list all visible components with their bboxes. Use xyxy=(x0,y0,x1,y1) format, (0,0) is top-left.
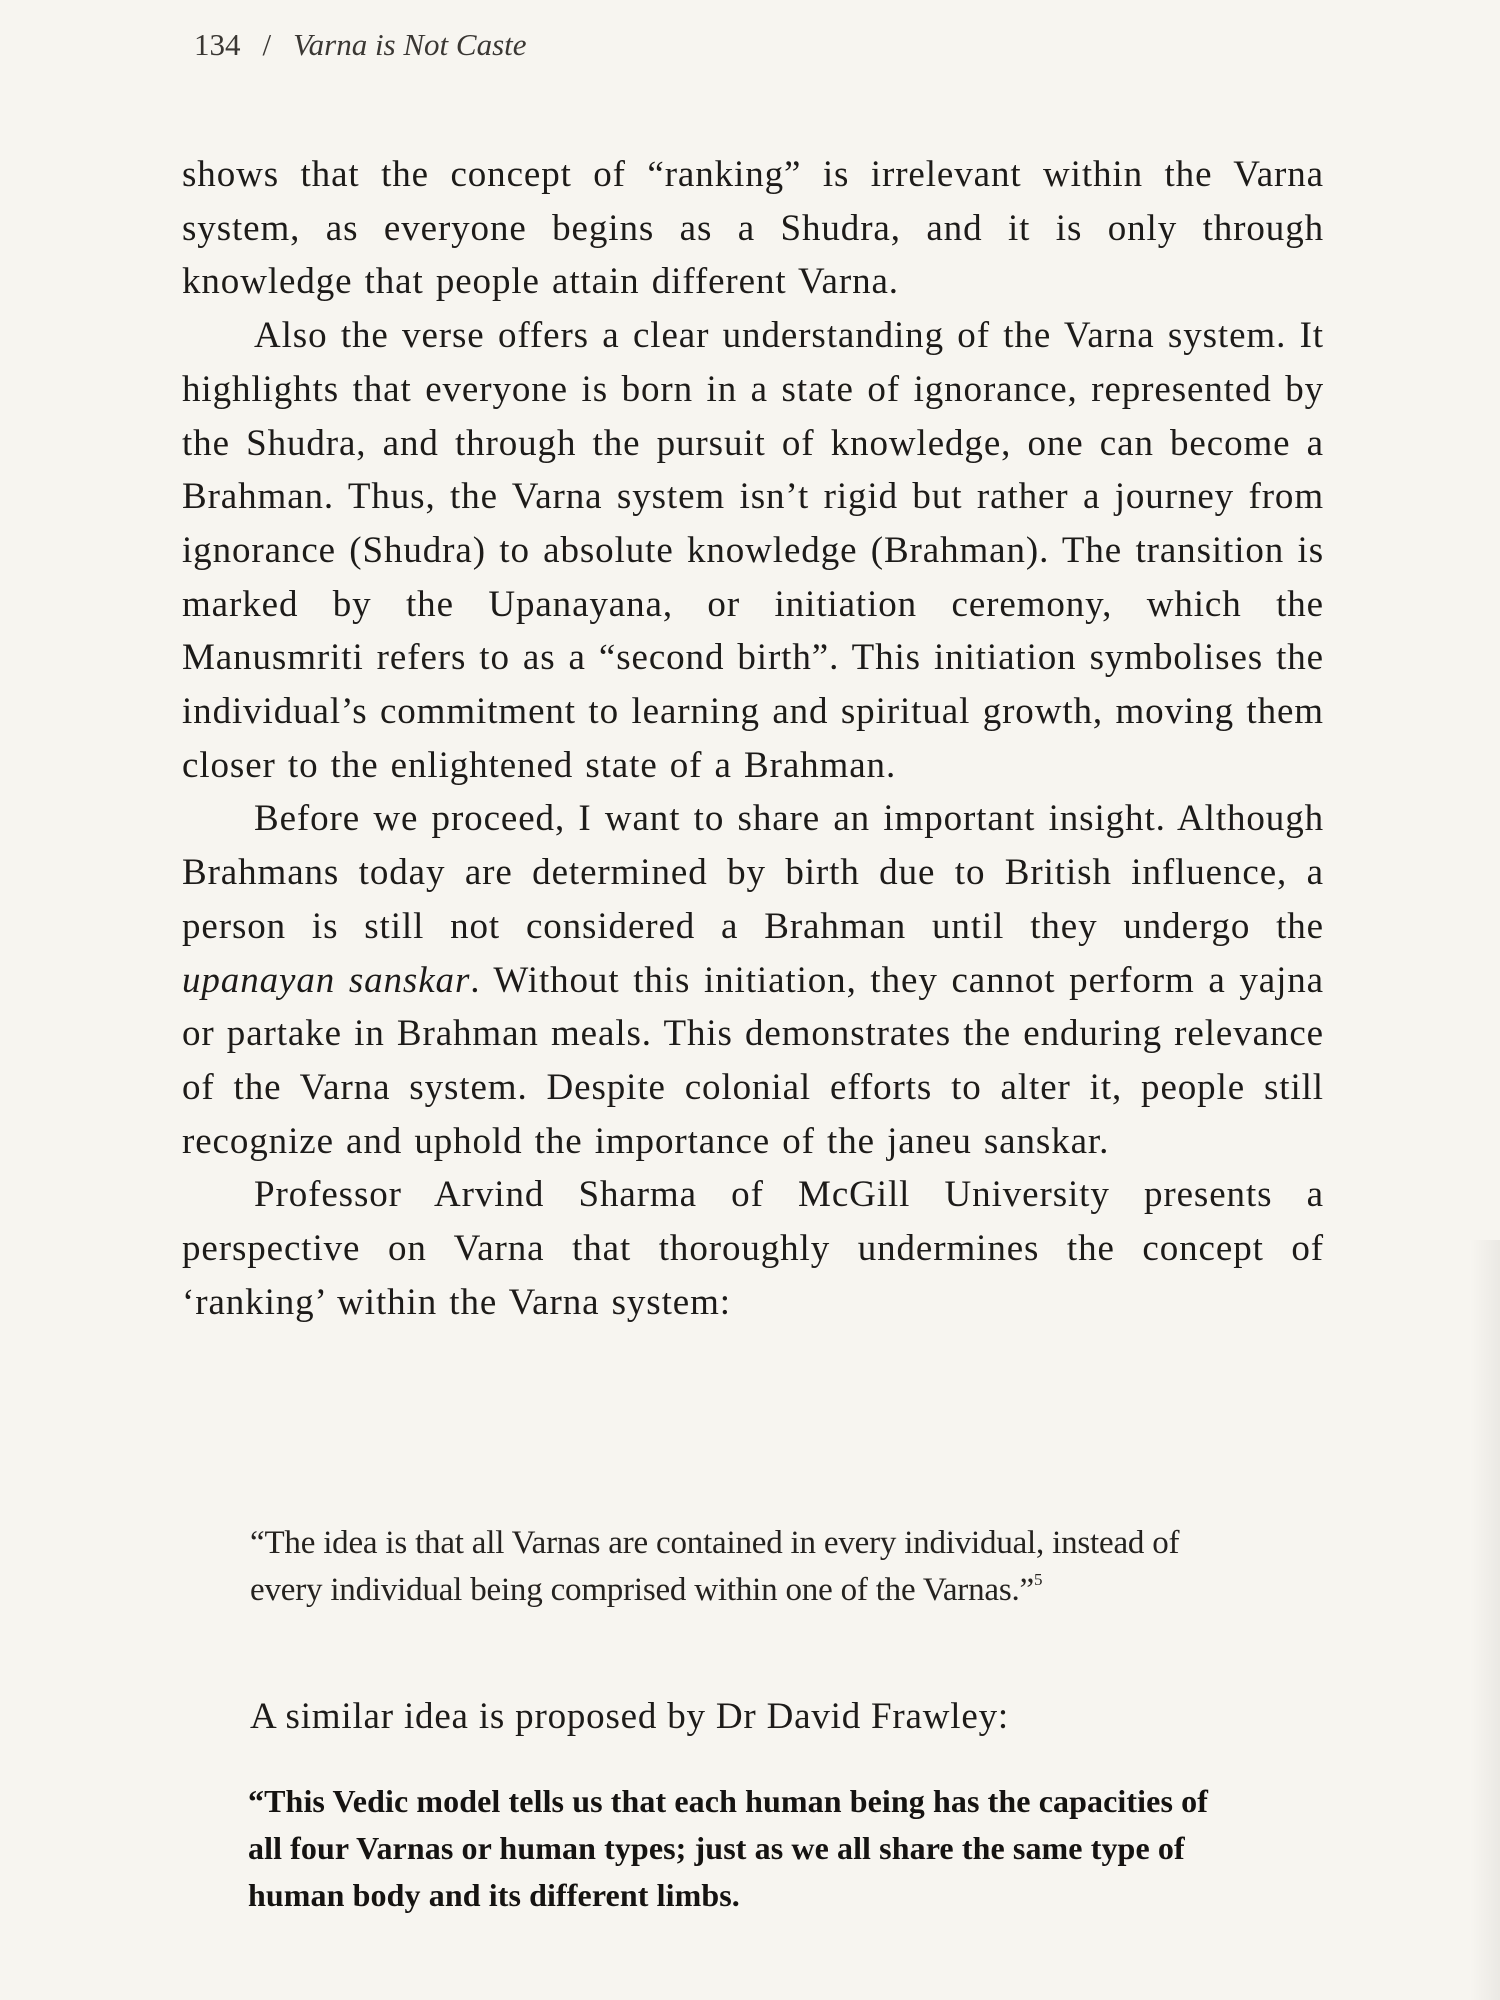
frawley-intro: A similar idea is proposed by Dr David Frawley: xyxy=(250,1696,1009,1737)
paragraph-3-part-1: Before we proceed, I want to share an important insight. Although Brahmans today are determined by birth due to British influence, a person is still not considered a Brahman until they undergo the xyxy=(182,798,1324,947)
block-quote-sharma xyxy=(250,1520,1246,1613)
paragraph-4: Professor Arvind Sharma of McGill University presents a perspective on Varna that thoroughly undermines the concept of ‘ranking’ within the Varna system: xyxy=(182,1174,1324,1323)
paragraph-3-part-2: . Without this initiation, they cannot perform a yajna or partake in Brahman meals. This demonstrates the enduring relevance of the Varna system. Despite colonial efforts to alter it, people still recognize and uphold the importance of the janeu sanskar. xyxy=(182,959,1324,1162)
running-title: Varna is Not Caste xyxy=(293,27,527,62)
page-edge-shadow xyxy=(1470,1240,1500,2000)
block-quote-frawley: “This Vedic model tells us that each human being has the capacities of all four Varnas or human types; just as we all share the same type of human body and its different limbs. xyxy=(248,1783,1208,1913)
paragraph-2: Also the verse offers a clear understanding of the Varna system. It highlights that everyone is born in a state of ignorance, represented by the Shudra, and through the pursuit of knowledge, one can become a Brahman. Thus, the Varna system isn’t rigid but rather a journey from ignorance (Shudra) to absolute knowledge (Brahman). The transition is marked by the Upanayana, or initiation ceremony, which the Manusmriti refers to as a “second birth”. This initiation symbolises the individual’s commitment to learning and spiritual growth, moving them closer to the enlightened state of a Brahman. xyxy=(182,315,1324,786)
page-number: 134 xyxy=(194,27,241,62)
paragraph-1: shows that the concept of “ranking” is irrelevant within the Varna system, as everyone begins as a Shudra, and it is only through knowledge that people attain different Varna. xyxy=(182,154,1324,303)
body-text xyxy=(182,148,1324,1329)
quote-sharma-text: “The idea is that all Varnas are contained in every individual, instead of every individual being comprised within one of the Varnas.” xyxy=(250,1525,1180,1608)
running-header xyxy=(194,25,527,65)
paragraph-3-italic-term: upanayan sanskar xyxy=(182,959,471,1001)
footnote-marker: 5 xyxy=(1033,1569,1043,1589)
header-separator: / xyxy=(262,27,272,62)
paragraph-3 xyxy=(182,792,1324,1168)
